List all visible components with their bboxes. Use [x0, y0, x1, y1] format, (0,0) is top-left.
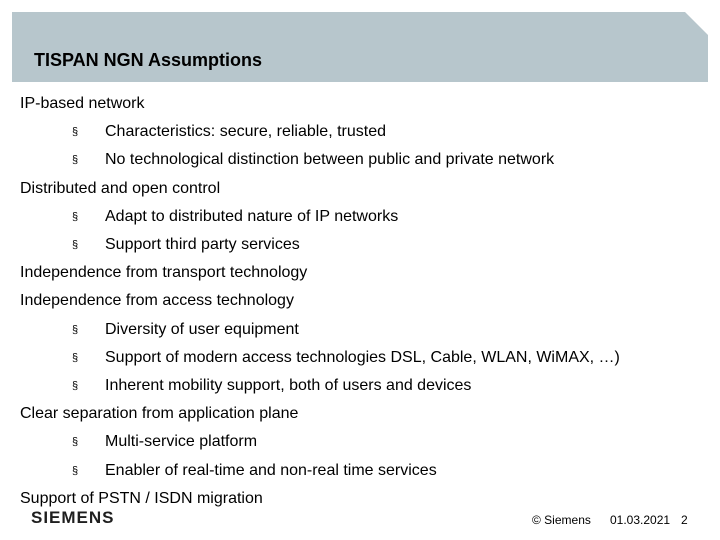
- list-item: Independence from transport technology: [20, 264, 308, 282]
- bullet-icon: §: [72, 464, 79, 477]
- bullet-icon: §: [72, 154, 79, 167]
- bullet-icon: §: [72, 126, 79, 139]
- list-item: Distributed and open control: [20, 179, 221, 197]
- list-item: Support of modern access technologies DSL, Cable, WLAN, WiMAX, …): [105, 348, 620, 366]
- page-number: 2: [681, 513, 688, 527]
- list-item: Enabler of real-time and non-real time services: [105, 461, 437, 479]
- list-item: Characteristics: secure, reliable, trusted: [105, 123, 386, 141]
- list-item: Support of PSTN / ISDN migration: [20, 489, 263, 507]
- bullet-icon: §: [72, 239, 79, 251]
- bullet-icon: §: [72, 210, 79, 223]
- slide-title: TISPAN NGN Assumptions: [34, 50, 263, 70]
- list-item: Support third party services: [105, 236, 300, 253]
- copyright-text: © Siemens: [532, 513, 591, 527]
- bullet-icon: §: [72, 380, 79, 392]
- list-item: Inherent mobility support, both of users and devices: [105, 377, 472, 394]
- date-text: 01.03.2021: [610, 513, 671, 527]
- bullet-icon: §: [72, 351, 79, 364]
- list-item: IP-based network: [20, 95, 145, 112]
- bullet-icon: §: [72, 436, 79, 449]
- list-item: Adapt to distributed nature of IP networks: [105, 207, 399, 225]
- list-item: Diversity of user equipment: [105, 320, 299, 338]
- list-item: Clear separation from application plane: [20, 405, 299, 423]
- bullet-icon: §: [72, 323, 79, 336]
- list-item: Independence from access technology: [20, 292, 294, 310]
- list-item: Multi-service platform: [105, 433, 258, 451]
- siemens-logo: SIEMENS: [31, 508, 115, 527]
- list-item: No technological distinction between public and private network: [105, 151, 555, 169]
